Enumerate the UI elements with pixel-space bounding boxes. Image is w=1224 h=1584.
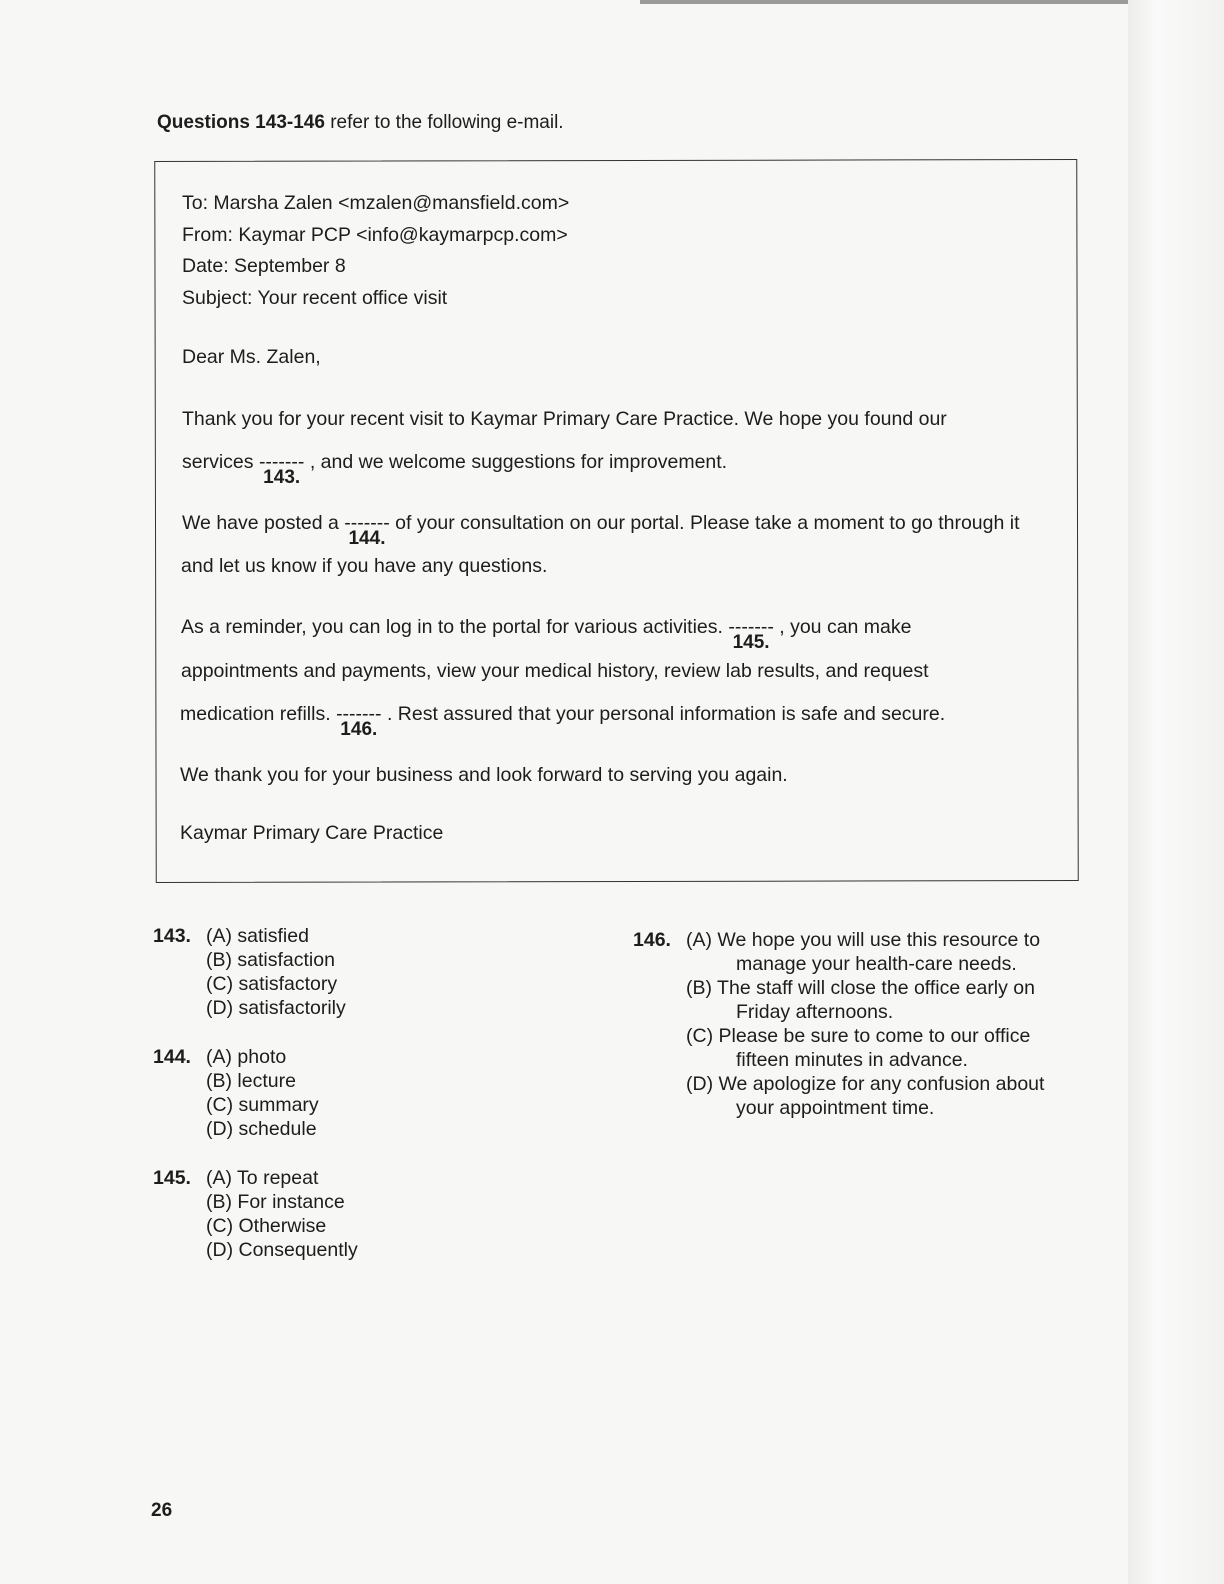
option-a[interactable]: (A) photo xyxy=(206,1046,287,1068)
question-number: 144. xyxy=(153,1046,191,1068)
option-text-continued: Friday afternoons. xyxy=(736,1001,894,1023)
email-paragraph-3-line-2: appointments and payments, view your medical history, review lab results, and request xyxy=(181,660,929,682)
option-a[interactable]: (A) satisfied xyxy=(206,925,309,947)
option-c[interactable] xyxy=(686,1024,1030,1072)
email-paragraph-3-line-3 xyxy=(180,703,946,740)
blank-dashes: ------- xyxy=(344,512,390,534)
option-text: (B) The staff will close the office early on xyxy=(686,977,1036,999)
option-text: (C) Please be sure to come to our office xyxy=(686,1025,1031,1047)
option-c[interactable]: (C) summary xyxy=(206,1094,319,1116)
option-a[interactable] xyxy=(686,928,1040,976)
text: As a reminder, you can log in to the portal for various activities. xyxy=(181,616,729,638)
option-text: (A) We hope you will use this resource to xyxy=(686,929,1041,951)
email-signature: Kaymar Primary Care Practice xyxy=(180,822,444,844)
blank-dashes: ------- xyxy=(258,451,305,473)
option-text-continued: manage your health-care needs. xyxy=(736,953,1017,975)
blank-number: 145. xyxy=(732,632,770,653)
email-from: From: Kaymar PCP <info@kaymarpcp.com> xyxy=(182,224,568,246)
option-d[interactable]: (D) schedule xyxy=(206,1118,317,1140)
option-text: (D) We apologize for any confusion about xyxy=(686,1073,1045,1095)
option-b[interactable]: (B) For instance xyxy=(206,1191,345,1213)
option-d[interactable] xyxy=(686,1072,1044,1120)
text: of your consultation on our portal. Please take a moment to go through it xyxy=(389,512,1020,534)
text: , and we welcome suggestions for improvement. xyxy=(304,451,728,473)
question-range: Questions 143-146 xyxy=(157,112,325,133)
option-c[interactable]: (C) Otherwise xyxy=(206,1215,327,1237)
email-paragraph-1-line-2 xyxy=(182,451,728,488)
intro-text: refer to the following e-mail. xyxy=(324,112,564,133)
question-intro xyxy=(157,112,564,134)
email-paragraph-2-line-2: and let us know if you have any questions. xyxy=(181,555,548,577)
blank-144 xyxy=(344,512,390,549)
question-number: 143. xyxy=(153,925,191,947)
email-greeting: Dear Ms. Zalen, xyxy=(182,346,321,368)
option-text-continued: your appointment time. xyxy=(736,1097,935,1119)
question-143 xyxy=(153,924,553,1024)
option-c[interactable]: (C) satisfactory xyxy=(206,973,338,995)
email-paragraph-4: We thank you for your business and look forward to serving you again. xyxy=(180,764,788,786)
email-subject: Subject: Your recent office visit xyxy=(182,287,448,309)
option-b[interactable]: (B) lecture xyxy=(206,1070,296,1092)
page-edge-shadow xyxy=(1128,0,1224,1584)
question-number: 145. xyxy=(153,1167,191,1189)
blank-number: 143. xyxy=(263,467,301,488)
scan-edge xyxy=(640,0,1188,4)
option-b[interactable]: (B) satisfaction xyxy=(206,949,335,971)
email-to: To: Marsha Zalen <mzalen@mansfield.com> xyxy=(182,192,570,214)
blank-number: 144. xyxy=(348,528,386,549)
email-date: Date: September 8 xyxy=(182,255,346,277)
email-paragraph-2-line-1 xyxy=(182,512,1020,549)
email-paragraph-1-line-1: Thank you for your recent visit to Kaymar Primary Care Practice. We hope you found our xyxy=(182,408,947,430)
blank-145 xyxy=(728,616,774,653)
email-paragraph-3-line-1 xyxy=(181,616,912,653)
question-144 xyxy=(153,1045,553,1145)
text: . Rest assured that your personal information is safe and secure. xyxy=(381,703,946,725)
blank-number: 146. xyxy=(340,719,378,740)
option-d[interactable]: (D) satisfactorily xyxy=(206,997,346,1019)
text: services xyxy=(182,451,259,473)
text: , you can make xyxy=(773,616,912,638)
question-146 xyxy=(633,928,1073,1128)
page-number: 26 xyxy=(151,1500,173,1521)
option-b[interactable] xyxy=(686,976,1035,1024)
option-d[interactable]: (D) Consequently xyxy=(206,1239,358,1261)
question-145 xyxy=(153,1166,553,1266)
blank-dashes: ------- xyxy=(336,703,382,725)
blank-dashes: ------- xyxy=(728,616,774,638)
question-number: 146. xyxy=(633,929,671,951)
option-text-continued: fifteen minutes in advance. xyxy=(736,1049,968,1071)
option-a[interactable]: (A) To repeat xyxy=(206,1167,319,1189)
text: We have posted a xyxy=(182,512,345,534)
blank-146 xyxy=(336,703,382,740)
blank-143 xyxy=(258,451,305,488)
text: medication refills. xyxy=(180,703,337,725)
